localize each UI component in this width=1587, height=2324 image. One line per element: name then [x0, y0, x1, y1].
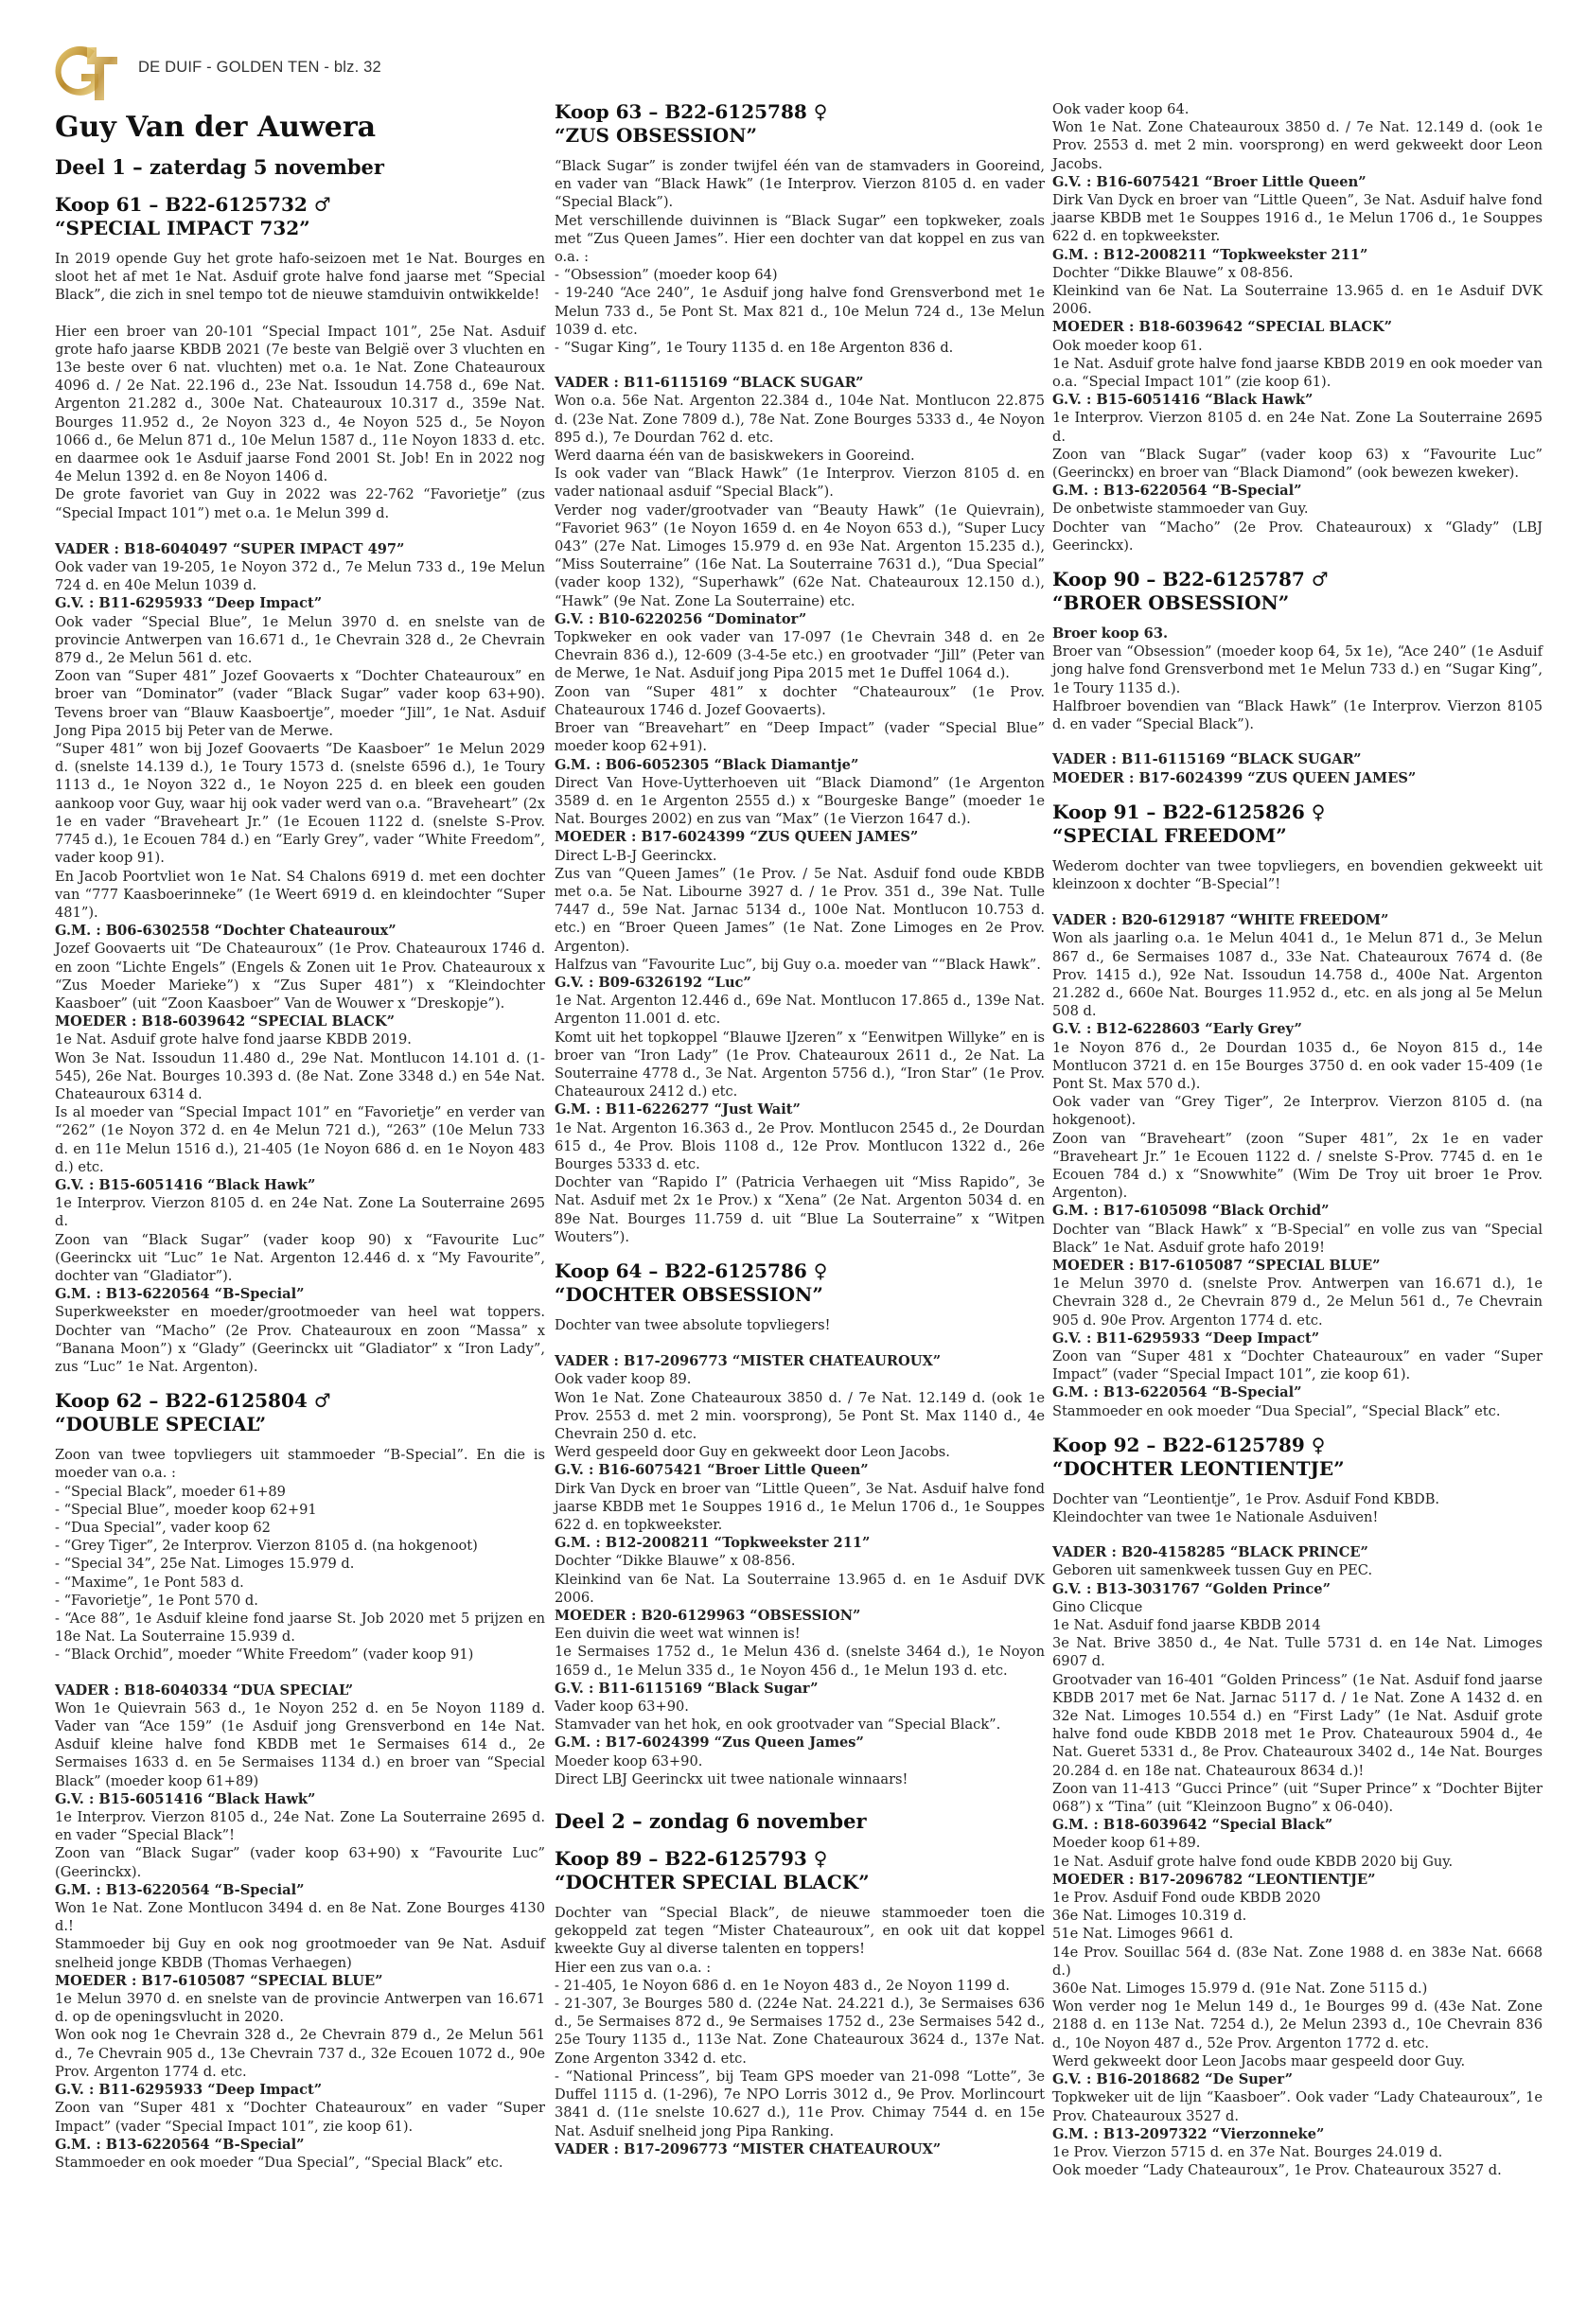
pedigree-line: Superkweekster en moeder/grootmoeder van heel wat toppers. Dochter van “Macho” (2e Prov. Chateauroux en zoon “Massa” x “Banana Moon”) x “Glady” (Geerinckx uit “Gladiator” x “Iron Lady”, zus “Luc” 1e Nat. Argenton). — [55, 1304, 545, 1375]
pedigree-grandparent: G.M. : B12-2008211 “Topkweekster 211” — [1052, 246, 1368, 263]
pedigree-line: Een duivin die weet wat winnen is! — [555, 1626, 801, 1643]
pedigree-line: Zoon van “Super 481” x dochter “Chateauroux” (1e Prov. Chateauroux 1746 d. Jozef Goovaerts). — [555, 683, 1045, 718]
pedigree-line: Halfzus van “Favourite Luc”, bij Guy o.a. moeder van ““Black Hawk”. — [555, 956, 1041, 973]
pedigree-line: Dochter van “Black Hawk” x “B-Special” en volle zus van “Special Black” 1e Nat. Asduif grote hafo 2019! — [1052, 1221, 1543, 1256]
pedigree-line: Gino Clicque — [1052, 1598, 1143, 1615]
list-item: - “Ace 88”, 1e Asduif kleine fond jaarse St. Job 2020 met 5 prijzen en 18e Nat. La Souterraine 15.939 d. — [55, 1611, 545, 1646]
paragraph: Broer van “Obsession” (moeder koop 64, 5x 1e), “Ace 240” (1e Asduif jong halve fond Grensverbond met 1e Melun 733 d.) en “Sugar King”, 1e Toury 1135 d.). — [1052, 643, 1543, 696]
list-item: - 19-240 “Ace 240”, 1e Asduif jong halve fond Grensverbond met 1e Melun 733 d., 5e Pont St. Max 821 d., 10e Melun 724 d., 13e Melun 1039 d. etc. — [555, 285, 1045, 338]
pedigree-sire: VADER : B18-6040334 “DUA SPECIAL” — [55, 1681, 354, 1699]
pedigree-dam: MOEDER : B20-6129963 “OBSESSION” — [555, 1608, 861, 1625]
paragraph: Broer koop 63. — [1052, 625, 1169, 643]
pedigree-line: Ook moeder “Lady Chateauroux”, 1e Prov. Chateauroux 3527 d. — [1052, 2162, 1502, 2179]
pedigree-dam: MOEDER : B18-6039642 “SPECIAL BLACK” — [1052, 319, 1393, 336]
pedigree-grandparent: G.M. : B13-6220564 “B-Special” — [55, 1286, 305, 1303]
pedigree-grandparent: G.M. : B13-2097322 “Vierzonneke” — [1052, 2125, 1325, 2142]
list-item: - “Black Orchid”, moeder “White Freedom” (vader koop 91) — [55, 1646, 474, 1664]
pedigree-line: Dochter “Dikke Blauwe” x 08-856. — [555, 1553, 796, 1570]
pedigree-grandparent: G.M. : B06-6302558 “Dochter Chateauroux” — [55, 923, 397, 940]
pedigree-grandparent: G.M. : B12-2008211 “Topkweekster 211” — [555, 1535, 871, 1552]
paragraph: De grote favoriet van Guy in 2022 was 22-762 “Favorietje” (zus “Special Impact 101”) met o.a. 1e Melun 399 d. — [55, 486, 545, 521]
pedigree-line: Kleinkind van 6e Nat. La Souterraine 13.965 d. en 1e Asduif DVK 2006. — [555, 1571, 1045, 1606]
pedigree-grandparent: G.M. : B17-6024399 “Zus Queen James” — [555, 1734, 864, 1752]
golden-ten-logo-icon — [49, 45, 125, 102]
pedigree-line: Zoon van 11-413 “Gucci Prince” (uit “Super Prince” x “Dochter Bijter 068”) x “Tina” (uit “Kleinzoon Bugno” x 06-040). — [1052, 1780, 1543, 1816]
pedigree-line: En Jacob Poortvliet won 1e Nat. S4 Chalons 6919 d. met een dochter van “777 Kaasboerinneke” (1e Weert 6919 d. en kleindochter “Super 481”). — [55, 868, 545, 921]
pedigree-line: 3e Nat. Brive 3850 d., 4e Nat. Tulle 5731 d. en 14e Nat. Limoges 6907 d. — [1052, 1635, 1543, 1670]
pedigree-line: 1e Sermaises 1752 d., 1e Melun 436 d. (snelste 3464 d.), 1e Noyon 1659 d., 1e Melun 335 d., 1e Noyon 456 d., 1e Melun 193 d. etc. — [555, 1644, 1045, 1679]
pedigree-line: Zoon van “Black Sugar” (vader koop 90) x “Favourite Luc” (Geerinckx uit “Luc” 1e Nat. Argenton 12.446 d. x “My Favourite”, dochter van “Gladiator”). — [55, 1231, 545, 1284]
pedigree-line: Ook vader “Special Blue”, 1e Melun 3970 d. en snelste van de provincie Antwerpen van 16.671 d., 1e Chevrain 328 d., 2e Chevrain 879 d., 2e Melun 561 d. etc. — [55, 613, 545, 667]
koop-89-heading: Koop 89 – B22-6125793 ♀ — [555, 1847, 828, 1871]
pedigree-sire: VADER : B11-6115169 “BLACK SUGAR” — [1052, 751, 1362, 768]
pedigree-line: Stammoeder bij Guy en ook nog grootmoeder van 9e Nat. Asduif snelheid jonge KBDB (Thomas Verhaegen) — [55, 1936, 545, 1971]
pedigree-grandparent: G.V. : B11-6115169 “Black Sugar” — [555, 1680, 819, 1697]
pedigree-grandparent: G.V. : B16-6075421 “Broer Little Queen” — [1052, 173, 1367, 190]
koop-91-heading: Koop 91 – B22-6125826 ♀ — [1052, 800, 1326, 823]
koop-61-name: “SPECIAL IMPACT 732” — [55, 217, 310, 239]
pedigree-grandparent: G.V. : B11-6295933 “Deep Impact” — [55, 595, 323, 612]
pedigree-grandparent: G.M. : B13-6220564 “B-Special” — [55, 1881, 305, 1898]
pedigree-line: 1e Melun 3970 d. (snelste Prov. Antwerpen van 16.671 d.), 1e Chevrain 328 d., 2e Chevrain 879 d., 2e Melun 561 d., 7e Chevrain 905 d. 90e Prov. Argenton 1774 d. etc. — [1052, 1276, 1543, 1329]
list-item: - 21-307, 3e Bourges 580 d. (224e Nat. 24.221 d.), 3e Sermaises 636 d., 5e Sermaises 872 d., 9e Sermaises 1752 d., 23e Sermaises 542 d., 25e Toury 1135 d., 113e Nat. Zone Chateauroux 3624 d., 137e Nat. Zone Argenton 3342 d. etc. — [555, 1996, 1045, 2067]
koop-63-name: “ZUS OBSESSION” — [555, 124, 757, 147]
pedigree-line: 1e Melun 3970 d. en snelste van de provincie Antwerpen van 16.671 d. op de openingsvlucht in 2020. — [55, 1991, 545, 2026]
pedigree-dam: MOEDER : B18-6039642 “SPECIAL BLACK” — [55, 1013, 396, 1030]
list-item: - “National Princess”, bij Team GPS moeder van 21-098 “Lotte”, 3e Duffel 1115 d. (1-296), 7e NPO Lorris 3012 d., 9e Prov. Morlincourt 3841 d. (11e snelste 10.627 d.), 11e Prov. Chimay 7544 d. en 15e Nat. Asduif snelheid jong Pipa Ranking. — [555, 2068, 1045, 2139]
pedigree-dam: MOEDER : B17-6105087 “SPECIAL BLUE” — [55, 1972, 383, 1989]
pedigree-line: 1e Nat. Argenton 12.446 d., 69e Nat. Montlucon 17.865 d., 139e Nat. Argenton 11.001 d. etc. — [555, 993, 1045, 1028]
pedigree-line: Topkweker uit de lijn “Kaasboer”. Ook vader “Lady Chateauroux”, 1e Prov. Chateauroux 3527 d. — [1052, 2089, 1543, 2124]
pedigree-line: Is ook vader van “Black Hawk” (1e Interprov. Vierzon 8105 d. en vader nationaal asduif “Special Black”). — [555, 466, 1045, 501]
pedigree-line: Dirk Van Dyck en broer van “Little Queen”, 3e Nat. Asduif halve fond jaarse KBDB met 1e Souppes 1916 d., 1e Melun 1706 d., 1e Souppes 622 d. en topkweekster. — [1052, 192, 1543, 245]
paragraph: Hier een zus van o.a. : — [555, 1959, 712, 1976]
koop-64-name: “DOCHTER OBSESSION” — [555, 1282, 823, 1306]
pedigree-line: Won ook nog 1e Chevrain 328 d., 2e Chevrain 879 d., 2e Melun 561 d., 7e Chevrain 905 d., 13e Chevrain 737 d., 32e Ecouen 1072 d., 90e Prov. Argenton 1774 d. etc. — [55, 2027, 545, 2080]
column-2 — [555, 100, 1045, 2158]
pedigree-dam: MOEDER : B17-6024399 “ZUS QUEEN JAMES” — [1052, 769, 1417, 786]
pedigree-grandparent: G.M. : B13-6220564 “B-Special” — [55, 2136, 305, 2153]
pedigree-line: Is al moeder van “Special Impact 101” en “Favorietje” en verder van “262” (1e Noyon 372 d. en 4e Melun 721 d.), “263” (10e Melun 733 d. en 11e Melun 1516 d.), 21-405 (1e Noyon 686 d. en 1e Noyon 483 d.) etc. — [55, 1104, 545, 1175]
pedigree-line: Won 1e Nat. Zone Chateauroux 3850 d. / 7e Nat. 12.149 d. (ook 1e Prov. 2553 d. met 2 min. voorsprong), 5e Pont St. Max 1140 d., 4e Chevrain 250 d. etc. — [555, 1389, 1045, 1442]
pedigree-line: Broer van “Breavehart” en “Deep Impact” (vader “Special Blue” moeder koop 62+91). — [555, 720, 1045, 755]
koop-89-name: “DOCHTER SPECIAL BLACK” — [555, 1871, 870, 1894]
pedigree-dam: MOEDER : B17-6105087 “SPECIAL BLUE” — [1052, 1257, 1381, 1274]
pedigree-line: Direct L-B-J Geerinckx. — [555, 847, 717, 864]
pedigree-line: 1e Nat. Argenton 16.363 d., 2e Prov. Montlucon 2545 d., 2e Dourdan 615 d., 4e Prov. Blois 1108 d., 12e Prov. Montlucon 1322 d., 26e Bourges 5333 d. etc. — [555, 1119, 1045, 1172]
pedigree-line: Dochter “Dikke Blauwe” x 08-856. — [1052, 264, 1294, 281]
column-3 — [1052, 100, 1543, 2179]
list-item: - “Obsession” (moeder koop 64) — [555, 267, 778, 284]
pedigree-line: De onbetwiste stammoeder van Guy. — [1052, 501, 1309, 518]
paragraph: Dochter van twee absolute topvliegers! — [555, 1316, 831, 1333]
pedigree-grandparent: G.M. : B13-6220564 “B-Special” — [1052, 483, 1302, 500]
pedigree-line: Jozef Goovaerts uit “De Chateauroux” (1e Prov. Chateauroux 1746 d. en zoon “Lichte Engels” (Engels & Zonen uit 1e Prov. Chateauroux x “Zus Moeder Marieke”) x “Zus Super 481”) x “Kleindochter Kaasboer” (uit “Zoon Kaasboer” Van de Wouwer x “Dreskopje”). — [55, 941, 545, 1012]
koop-92-name: “DOCHTER LEONTIENTJE” — [1052, 1456, 1345, 1480]
pedigree-grandparent: G.V. : B13-3031767 “Golden Prince” — [1052, 1580, 1331, 1597]
pedigree-line: 360e Nat. Limoges 15.979 d. (91e Nat. Zone 5115 d.) — [1052, 1981, 1428, 1998]
pedigree-sire: VADER : B17-2096773 “MISTER CHATEAUROUX” — [555, 1353, 942, 1370]
pedigree-line: Direct Van Hove-Uytterhoeven uit “Black Diamond” (1e Argenton 3589 d. en 1e Argenton 2555 d.) x “Bourgeske Bange” (moeder 1e Nat. Bourges 2002) en zus van “Max” (1e Vierzon 1647 d.). — [555, 774, 1045, 828]
list-item: - “Dua Special”, vader koop 62 — [55, 1520, 271, 1536]
article-title: Guy Van der Auwera — [55, 111, 377, 144]
pedigree-line: Won verder nog 1e Melun 149 d., 1e Bourges 99 d. (43e Nat. Zone 2188 d. en 113e Nat. 7254 d.), 2e Melun 2393 d., 10e Chevrain 836 d., 10e Noyon 487 d., 52e Prov. Argenton 1772 d. etc. — [1052, 1998, 1543, 2051]
list-item: - 21-405, 1e Noyon 686 d. en 1e Noyon 483 d., 2e Noyon 1199 d. — [555, 1977, 1011, 1994]
paragraph: Dochter van “Leontientje”, 1e Prov. Asduif Fond KBDB. — [1052, 1490, 1440, 1507]
pedigree-grandparent: G.V. : B16-2018682 “De Super” — [1052, 2071, 1293, 2088]
paragraph: Wederom dochter van twee topvliegers, en bovendien gekweekt uit kleinzoon x dochter “B-Special”! — [1052, 857, 1543, 892]
pedigree-line: Zoon van “Super 481 x “Dochter Chateauroux” en vader “Super Impact” (vader “Special Impact 101”, zie koop 61). — [55, 2100, 545, 2135]
pedigree-line: Geboren uit samenkweek tussen Guy en PEC. — [1052, 1562, 1373, 1579]
pedigree-line: 1e Nat. Asduif fond jaarse KBDB 2014 — [1052, 1617, 1321, 1634]
list-item: - “Grey Tiger”, 2e Interprov. Vierzon 8105 d. (na hokgenoot) — [55, 1538, 478, 1555]
pedigree-line: Dirk Van Dyck en broer van “Little Queen”, 3e Nat. Asduif halve fond jaarse KBDB met 1e Souppes 1916 d., 1e Melun 1706 d., 1e Souppes 622 d. en topkweekster. — [555, 1480, 1045, 1534]
page-header — [49, 45, 1544, 102]
pedigree-line: Grootvader van 16-401 “Golden Princess” (1e Nat. Asduif fond jaarse KBDB 2017 met 6e Nat. Jarnac 5117 d. / 1e Nat. Zone A 1432 d. en 32e Nat. Limoges 10.554 d.) en “First Lady” (1e Nat. Asduif grote halve fond oude KBDB 2018 met 1e Prov. Chateauroux 5904 d., 4e Nat. Gueret 5331 d., 8e Prov. Chateauroux 3402 d., 14e Nat. Bourges 20.284 d. en 18e nat. Chateauroux 8634 d.)! — [1052, 1671, 1543, 1779]
pedigree-line: Dochter van “Macho” (2e Prov. Chateauroux) x “Glady” (LBJ Geerinckx). — [1052, 519, 1543, 554]
pedigree-sire: VADER : B20-4158285 “BLACK PRINCE” — [1052, 1544, 1368, 1561]
koop-62-name: “DOUBLE SPECIAL” — [55, 1413, 267, 1436]
pedigree-line: Won o.a. 56e Nat. Argenton 22.384 d., 104e Nat. Montlucon 22.875 d. (23e Nat. Zone 7809 d.), 78e Nat. Zone Bourges 5333 d., 4e Noyon 895 d.), 7e Dourdan 762 d. etc. — [555, 393, 1045, 446]
pedigree-line: Direct LBJ Geerinckx uit twee nationale winnaars! — [555, 1770, 908, 1787]
koop-61-heading: Koop 61 – B22-6125732 ♂ — [55, 193, 331, 216]
pedigree-line: Moeder koop 61+89. — [1052, 1835, 1201, 1852]
pedigree-line: Stammoeder en ook moeder “Dua Special”, “Special Black” etc. — [1052, 1402, 1501, 1419]
pedigree-dam: MOEDER : B17-2096782 “LEONTIENTJE” — [1052, 1871, 1376, 1888]
pedigree-sire: VADER : B18-6040497 “SUPER IMPACT 497” — [55, 540, 405, 557]
pedigree-grandparent: G.M. : B11-6226277 “Just Wait” — [555, 1101, 801, 1118]
pedigree-grandparent: G.V. : B11-6295933 “Deep Impact” — [55, 2082, 323, 2099]
pedigree-line: Won 1e Nat. Zone Montlucon 3494 d. en 8e Nat. Zone Bourges 4130 d.! — [55, 1900, 545, 1935]
pedigree-line: 1e Noyon 876 d., 2e Dourdan 1035 d., 6e Noyon 815 d., 14e Montlucon 3721 d. en 15e Bourges 3750 d. en ook vader 15-409 (1e Pont St. Max 570 d.). — [1052, 1039, 1543, 1092]
list-item: - “Special Black”, moeder 61+89 — [55, 1483, 286, 1500]
pedigree-grandparent: G.V. : B15-6051416 “Black Hawk” — [55, 1176, 316, 1193]
paragraph: Dochter van “Special Black”, de nieuwe stammoeder toen die gekoppeld zat tegen “Mister Chateauroux”, en ook uit dat koppel kweekte Guy al diverse talenten en toppers! — [555, 1905, 1045, 1958]
pedigree-line: Zoon van “Black Sugar” (vader koop 63) x “Favourite Luc” (Geerinckx) en broer van “Black Diamond” (ook bewezen kweker). — [1052, 446, 1543, 482]
pedigree-line: Moeder koop 63+90. — [555, 1752, 703, 1769]
pedigree-line: Ook moeder koop 61. — [1052, 337, 1203, 354]
pedigree-line: Zoon van “Black Sugar” (vader koop 63+90) x “Favourite Luc” (Geerinckx). — [55, 1845, 545, 1880]
pedigree-line: Won als jaarling o.a. 1e Melun 4041 d., 1e Melun 871 d., 3e Melun 867 d., 6e Sermaises 1087 d., 33e Nat. Chateauroux 7674 d. (8e Prov. 1415 d.), 92e Nat. Issoudun 14.758 d., 400e Nat. Argenton 21.282 d., 660e Nat. Bourges 11.952 d., etc. en als jong al 5e Melun 508 d. — [1052, 930, 1543, 1020]
pedigree-line: 1e Interprov. Vierzon 8105 d., 24e Nat. Zone La Souterraine 2695 d. en vader “Special Black”! — [55, 1809, 545, 1844]
paragraph: Kleindochter van twee 1e Nationale Asduiven! — [1052, 1509, 1379, 1525]
pedigree-line: Won 1e Quievrain 563 d., 1e Noyon 252 d. en 5e Noyon 1189 d. Vader van “Ace 159” (1e Asduif jong Grensverbond en 14e Nat. Asduif kleine halve fond KBDB met 1e Sermaises 614 d., 2e Sermaises 1633 d. en 5e Sermaises 1134 d.) en broer van “Special Black” (moeder koop 61+89) — [55, 1699, 545, 1789]
pedigree-grandparent: G.V. : B09-6326192 “Luc” — [555, 974, 751, 991]
list-item: - “Special 34”, 25e Nat. Limoges 15.979 d. — [55, 1556, 355, 1573]
pedigree-line: Dochter van “Rapido I” (Patricia Verhaegen uit “Miss Rapido”, 3e Nat. Asduif met 2x 1e Prov.) x “Xena” (2e Nat. Argenton 5034 d. en 89e Nat. Bourges 11.759 d. uit “Blue La Souterraine” x “Witpen Wouters”). — [555, 1174, 1045, 1245]
pedigree-grandparent: G.M. : B17-6105098 “Black Orchid” — [1052, 1203, 1330, 1220]
pedigree-line: Won 1e Nat. Zone Chateauroux 3850 d. / 7e Nat. 12.149 d. (ook 1e Prov. 2553 d. met 2 min. voorsprong) en werd gekweekt door Leon Jacobs. — [1052, 119, 1543, 172]
list-item: - “Favorietje”, 1e Pont 570 d. — [55, 1592, 258, 1609]
paragraph: In 2019 opende Guy het grote hafo-seizoen met 1e Nat. Bourges en sloot het af met 1e Nat. Asduif grote halve fond jaarse met “Special Black”, die zich in snel tempo tot de nieuwe stamduivin ontwikkelde! — [55, 251, 545, 304]
pedigree-line: Werd gekweekt door Leon Jacobs maar gespeeld door Guy. — [1052, 2052, 1466, 2069]
pedigree-line: Werd daarna één van de basiskwekers in Gooreind. — [555, 448, 915, 465]
pedigree-line: Stamvader van het hok, en ook grootvader van “Special Black”. — [555, 1717, 1001, 1734]
page-header-text: DE DUIF - GOLDEN TEN - blz. 32 — [138, 59, 381, 76]
pedigree-line: Zoon van “Super 481” Jozef Goovaerts x “Dochter Chateauroux” en broer van “Dominator” (vader “Black Sugar” vader koop 63+90). Tevens broer van “Blauw Kaasboertje”, moeder “Jill”, 1e Nat. Asduif Jong Pipa 2015 bij Peter van de Merwe. — [55, 668, 545, 739]
column-1 — [55, 112, 545, 2172]
pedigree-line: 1e Interprov. Vierzon 8105 d. en 24e Nat. Zone La Souterraine 2695 d. — [55, 1195, 545, 1230]
section-deel-2: Deel 2 – zondag 6 november — [555, 1809, 867, 1834]
pedigree-line: 51e Nat. Limoges 9661 d. — [1052, 1926, 1234, 1943]
pedigree-line: “Super 481” won bij Jozef Goovaerts “De Kaasboer” 1e Melun 2029 d. (snelste 14.139 d.), 1e Toury 1573 d. (snelste 6596 d.), 1e Toury 1113 d., 1e Noyon 322 d., 1e Noyon 225 d. en bleek een gouden aankoop voor Guy, waar hij ook vader werd van o.a. “Braveheart” (2x 1e en vader “Braveheart Jr.” (1e Ecouen 1122 d. (snelste S-Prov. 7745 d.), 1e Ecouen 784 d.) en “Early Grey”, vader “White Freedom”, vader koop 91). — [55, 741, 545, 867]
pedigree-sire: VADER : B11-6115169 “BLACK SUGAR” — [555, 375, 864, 392]
paragraph: Halfbroer bovendien van “Black Hawk” (1e Interprov. Vierzon 8105 d. en vader “Special Black”). — [1052, 697, 1543, 733]
pedigree-line: 1e Nat. Asduif grote halve fond jaarse KBDB 2019. — [55, 1031, 412, 1048]
pedigree-line: Zoon van “Braveheart” (zoon “Super 481”, 2x 1e en vader “Braveheart Jr.” 1e Ecouen 1122 d. / snelste S-Prov. 7745 d. en 1e Ecouen 784 d.) x “Snowwhite” (Wim De Troy uit broer 1e Prov. Argenton). — [1052, 1130, 1543, 1202]
pedigree-grandparent: G.V. : B12-6228603 “Early Grey” — [1052, 1021, 1302, 1038]
list-item: - “Special Blue”, moeder koop 62+91 — [55, 1501, 317, 1518]
pedigree-line: Won 3e Nat. Issoudun 11.480 d., 29e Nat. Montlucon 14.101 d. (1-545), 26e Nat. Bourges 10.393 d. (8e Nat. Zone 3348 d.) en 54e Nat. Chateauroux 6314 d. — [55, 1049, 545, 1102]
koop-90-name: “BROER OBSESSION” — [1052, 591, 1290, 615]
pedigree-line: Ook vader koop 64. — [1052, 101, 1190, 117]
pedigree-line: Zus van “Queen James” (1e Prov. / 5e Nat. Asduif fond oude KBDB met o.a. 5e Nat. Libourne 3927 d. / 1e Prov. 351 d., 39e Nat. Tulle 7447 d., 59e Nat. Jarnac 5134 d., 100e Nat. Montlucon 10.753 d. etc.) en “Broer Queen James” (1e Nat. Zone Limoges en 2e Prov. Argenton). — [555, 865, 1045, 955]
pedigree-line: Ook vader van 19-205, 1e Noyon 372 d., 7e Melun 733 d., 19e Melun 724 d. en 40e Melun 1039 d. — [55, 559, 545, 594]
pedigree-grandparent: G.M. : B13-6220564 “B-Special” — [1052, 1384, 1302, 1401]
koop-92-heading: Koop 92 – B22-6125789 ♀ — [1052, 1433, 1326, 1456]
pedigree-line: Zoon van “Super 481 x “Dochter Chateauroux” en vader “Super Impact” (vader “Special Impact 101”, zie koop 61). — [1052, 1347, 1543, 1383]
paragraph: Zoon van twee topvliegers uit stammoeder “B-Special”. En die is moeder van o.a. : — [55, 1447, 545, 1482]
pedigree-line: Ook vader van “Grey Tiger”, 2e Interprov. Vierzon 8105 d. (na hokgenoot). — [1052, 1094, 1543, 1129]
list-item: - “Sugar King”, 1e Toury 1135 d. en 18e Argenton 836 d. — [555, 340, 954, 357]
pedigree-line: 1e Prov. Vierzon 5715 d. en 37e Nat. Bourges 24.019 d. — [1052, 2143, 1443, 2160]
pedigree-grandparent: G.V. : B15-6051416 “Black Hawk” — [1052, 392, 1314, 409]
pedigree-line: Topkweker en ook vader van 17-097 (1e Chevrain 348 d. en 2e Chevrain 836 d.), 12-609 (3-4-5e etc.) en grootvader “Jill” (Peter van de Merwe, 1e Nat. Asduif jong Pipa 2015 met 1e Duffel 1064 d.). — [555, 629, 1045, 682]
koop-62-heading: Koop 62 – B22-6125804 ♂ — [55, 1389, 331, 1413]
koop-64-heading: Koop 64 – B22-6125786 ♀ — [555, 1259, 828, 1282]
pedigree-sire: VADER : B17-2096773 “MISTER CHATEAUROUX” — [555, 2140, 942, 2157]
pedigree-line: Vader koop 63+90. — [555, 1699, 689, 1716]
pedigree-grandparent: G.V. : B15-6051416 “Black Hawk” — [55, 1790, 316, 1807]
pedigree-grandparent: G.V. : B11-6295933 “Deep Impact” — [1052, 1329, 1320, 1347]
pedigree-grandparent: G.M. : B18-6039642 “Special Black” — [1052, 1817, 1333, 1834]
pedigree-line: Verder nog vader/grootvader van “Beauty Hawk” (1e Quievrain), “Favoriet 963” (1e Noyon 1659 d. en 4e Noyon 653 d.), “Super Lucy 043” (27e Nat. Limoges 15.979 d. en 93e Nat. Argenton 15.235 d.), “Miss Souterraine” (16e Nat. La Souterraine 7631 d.), “Dua Special” (vader koop 132), “Superhawk” (62e Nat. Chateauroux 12.150 d.), “Hawk” (9e Nat. Zone La Souterraine) etc. — [555, 502, 1045, 609]
section-deel-1: Deel 1 – zaterdag 5 november — [55, 155, 384, 179]
paragraph: Hier een broer van 20-101 “Special Impact 101”, 25e Nat. Asduif grote hafo jaarse KBDB 2021 (7e beste van België over 3 vluchten en 13e beste over 6 nat. vluchten) met o.a. 1e Nat. Zone Chateauroux 4096 d. / 2e Nat. 22.196 d., 23e Nat. Issoudun 14.758 d., 69e Nat. Argenton 21.282 d., 300e Nat. Chateauroux 10.317 d., 359e Nat. Bourges 11.952 d., 2e Noyon 323 d., 4e Noyon 525 d., 5e Noyon 1066 d., 6e Melun 871 d., 10e Melun 1587 d., 11e Noyon 1833 d. etc. en daarmee ook 1e Asduif jaarse Fond 2001 St. Job! En in 2022 nog 4e Melun 1392 d. en 8e Noyon 1406 d. — [55, 323, 545, 485]
pedigree-grandparent: G.M. : B06-6052305 “Black Diamantje” — [555, 756, 859, 773]
pedigree-sire: VADER : B20-6129187 “WHITE FREEDOM” — [1052, 912, 1389, 929]
pedigree-grandparent: G.V. : B10-6220256 “Dominator” — [555, 610, 807, 627]
pedigree-line: Stammoeder en ook moeder “Dua Special”, “Special Black” etc. — [55, 2154, 503, 2171]
pedigree-line: Ook vader koop 89. — [555, 1371, 692, 1388]
pedigree-line: Kleinkind van 6e Nat. La Souterraine 13.965 d. en 1e Asduif DVK 2006. — [1052, 283, 1543, 318]
pedigree-grandparent: G.V. : B16-6075421 “Broer Little Queen” — [555, 1462, 869, 1479]
pedigree-line: Werd gespeeld door Guy en gekweekt door Leon Jacobs. — [555, 1444, 950, 1461]
koop-91-name: “SPECIAL FREEDOM” — [1052, 823, 1287, 847]
koop-63-heading: Koop 63 – B22-6125788 ♀ — [555, 100, 828, 123]
pedigree-dam: MOEDER : B17-6024399 “ZUS QUEEN JAMES” — [555, 829, 919, 846]
pedigree-line: 1e Nat. Asduif grote halve fond jaarse KBDB 2019 en ook moeder van o.a. “Special Impact 101” (zie koop 61). — [1052, 355, 1543, 391]
paragraph: Met verschillende duivinnen is “Black Sugar” een topkweker, zoals met “Zus Queen James”. Hier een dochter van dat koppel en zus van o.a. : — [555, 212, 1045, 266]
list-item: - “Maxime”, 1e Pont 583 d. — [55, 1574, 244, 1591]
paragraph: “Black Sugar” is zonder twijfel één van de stamvaders in Gooreind, en vader van “Black Hawk” (1e Interprov. Vierzon 8105 d. en vader “Special Black”). — [555, 158, 1045, 211]
pedigree-line: 1e Nat. Asduif grote halve fond oude KBDB 2020 bij Guy. — [1052, 1853, 1454, 1870]
koop-90-heading: Koop 90 – B22-6125787 ♂ — [1052, 568, 1329, 591]
pedigree-line: 1e Prov. Asduif Fond oude KBDB 2020 — [1052, 1890, 1321, 1907]
pedigree-line: 1e Interprov. Vierzon 8105 d. en 24e Nat. Zone La Souterraine 2695 d. — [1052, 410, 1543, 445]
pedigree-line: Komt uit het topkoppel “Blauwe IJzeren” x “Eenwitpen Willyke” en is broer van “Iron Lady” (1e Prov. Chateauroux 2611 d., 2e Nat. La Souterraine 4778 d., 3e Nat. Argenton 5756 d.), “Iron Star” (1e Prov. Chateauroux 2412 d.) etc. — [555, 1029, 1045, 1100]
pedigree-line: 36e Nat. Limoges 10.319 d. — [1052, 1908, 1247, 1925]
pedigree-line: 14e Prov. Souillac 564 d. (83e Nat. Zone 1988 d. en 383e Nat. 6668 d.) — [1052, 1944, 1543, 1979]
